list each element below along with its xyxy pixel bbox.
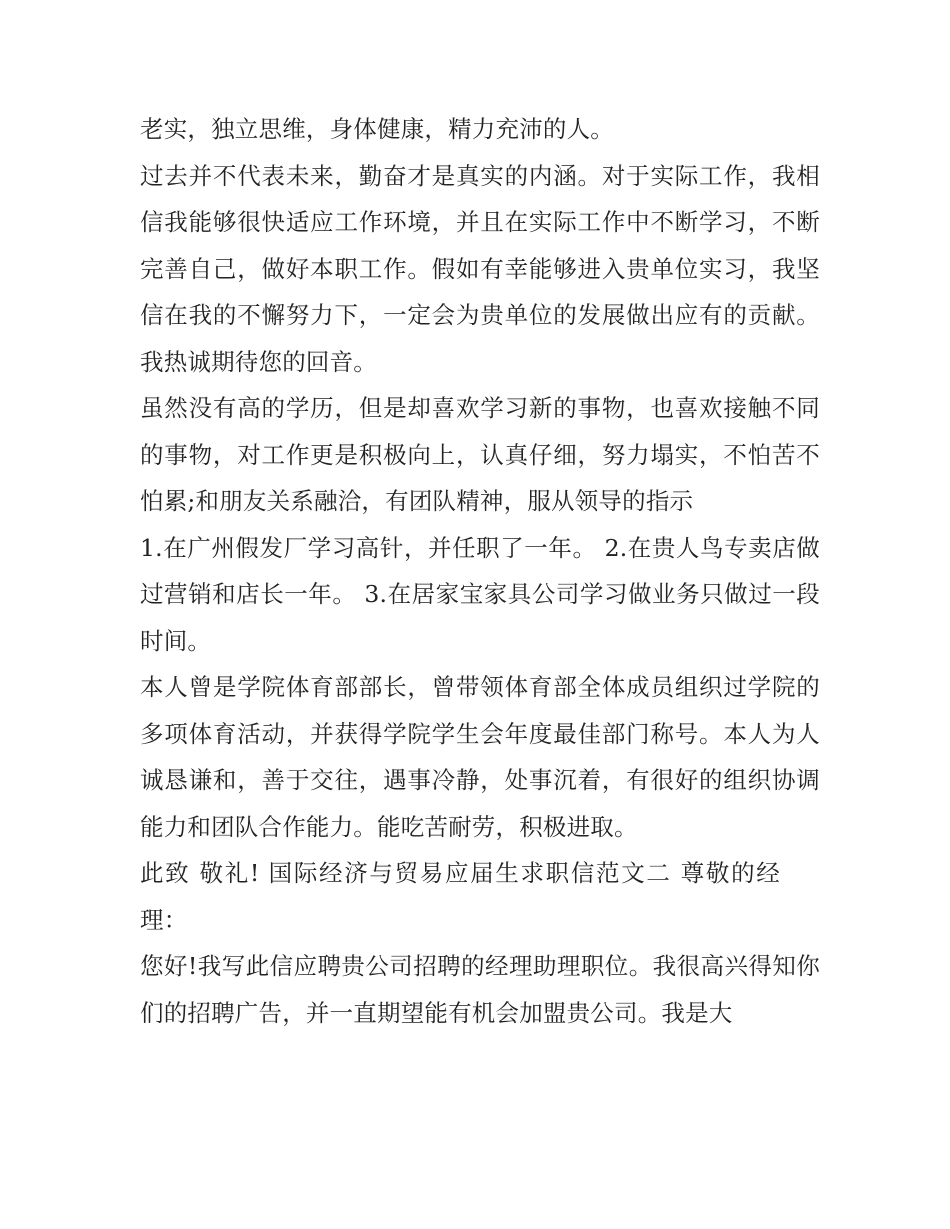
- paragraph-experience: 1.在广州假发厂学习高针，并任职了一年。 2.在贵人鸟专卖店做过营销和店长一年。 3.在居家宝家具公司学习做业务只做过一段时间。: [140, 533, 820, 655]
- paragraph-college: 本人曾是学院体育部部长，曾带领体育部全体成员组织过学院的多项体育活动，并获得学院学生会年度最佳部门称号。本人为人诚恳谦和，善于交往，遇事冷静，处事沉着，有很好的组织协调能力和团队合作能力。能吃苦耐劳，积极进取。: [140, 673, 820, 841]
- paragraph-closing-heading: 此致 敬礼! 国际经济与贸易应届生求职信范文二 尊敬的经理：: [140, 859, 780, 934]
- paragraph-future: 过去并不代表未来，勤奋才是真实的内涵。对于实际工作，我相信我能够很快适应工作环境，并且在实际工作中不断学习，不断完善自己，做好本职工作。假如有幸能够进入贵单位实习，我坚信在我的不懈努力下，一定会为贵单位的发展做出应有的贡献。我热诚期待您的回音。: [140, 161, 820, 376]
- paragraph-personality: 虽然没有高的学历，但是却喜欢学习新的事物，也喜欢接触不同的事物，对工作更是积极向上，认真仔细，努力塌实，不怕苦不怕累;和朋友关系融洽，有团队精神，服从领导的指示: [140, 394, 820, 515]
- paragraph-intro-end: 老实，独立思维，身体健康，精力充沛的人。: [140, 115, 614, 143]
- document-body: [140, 106, 820, 1036]
- paragraph-second-letter: 您好!我写此信应聘贵公司招聘的经理助理职位。我很高兴得知你们的招聘广告，并一直期望能有机会加盟贵公司。我是大: [140, 952, 820, 1027]
